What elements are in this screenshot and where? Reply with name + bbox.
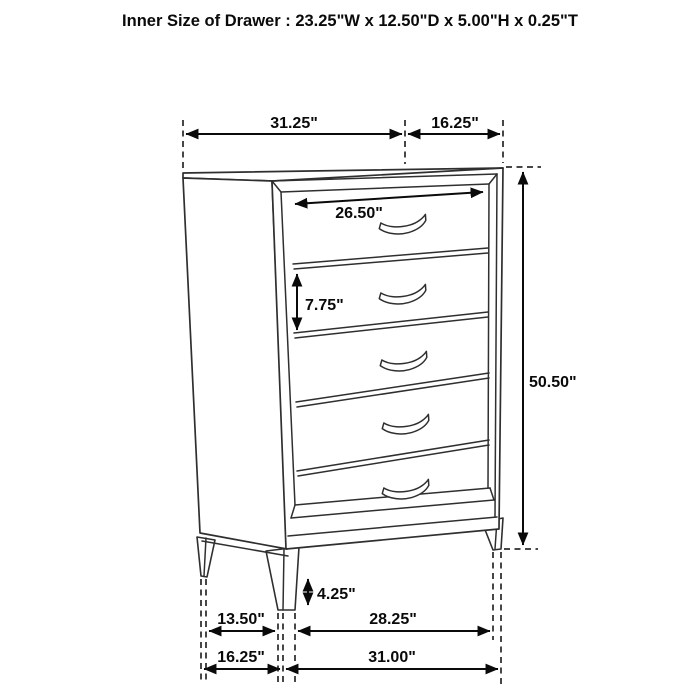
top-depth-label: 16.25" [431, 115, 479, 132]
base-inner-width-label: 28.25" [369, 611, 417, 628]
frame-right-stile-inner [488, 184, 489, 488]
chest-side-panel [183, 178, 287, 549]
top-width-label: 31.25" [270, 115, 318, 132]
overall-height-label: 50.50" [529, 374, 577, 391]
base-outer-depth-label: 16.25" [217, 649, 265, 666]
drawer-width-label: 26.50" [335, 205, 383, 222]
front-left-leg-edge [283, 549, 284, 610]
drawer-height-label: 7.75" [305, 297, 344, 314]
base-inner-depth-label: 13.50" [217, 611, 265, 628]
base-outer-width-label: 31.00" [368, 649, 416, 666]
leg-height-label: 4.25" [317, 586, 356, 603]
page-title: Inner Size of Drawer : 23.25"W x 12.50"D x 5.00"H x 0.25"T [122, 12, 578, 30]
